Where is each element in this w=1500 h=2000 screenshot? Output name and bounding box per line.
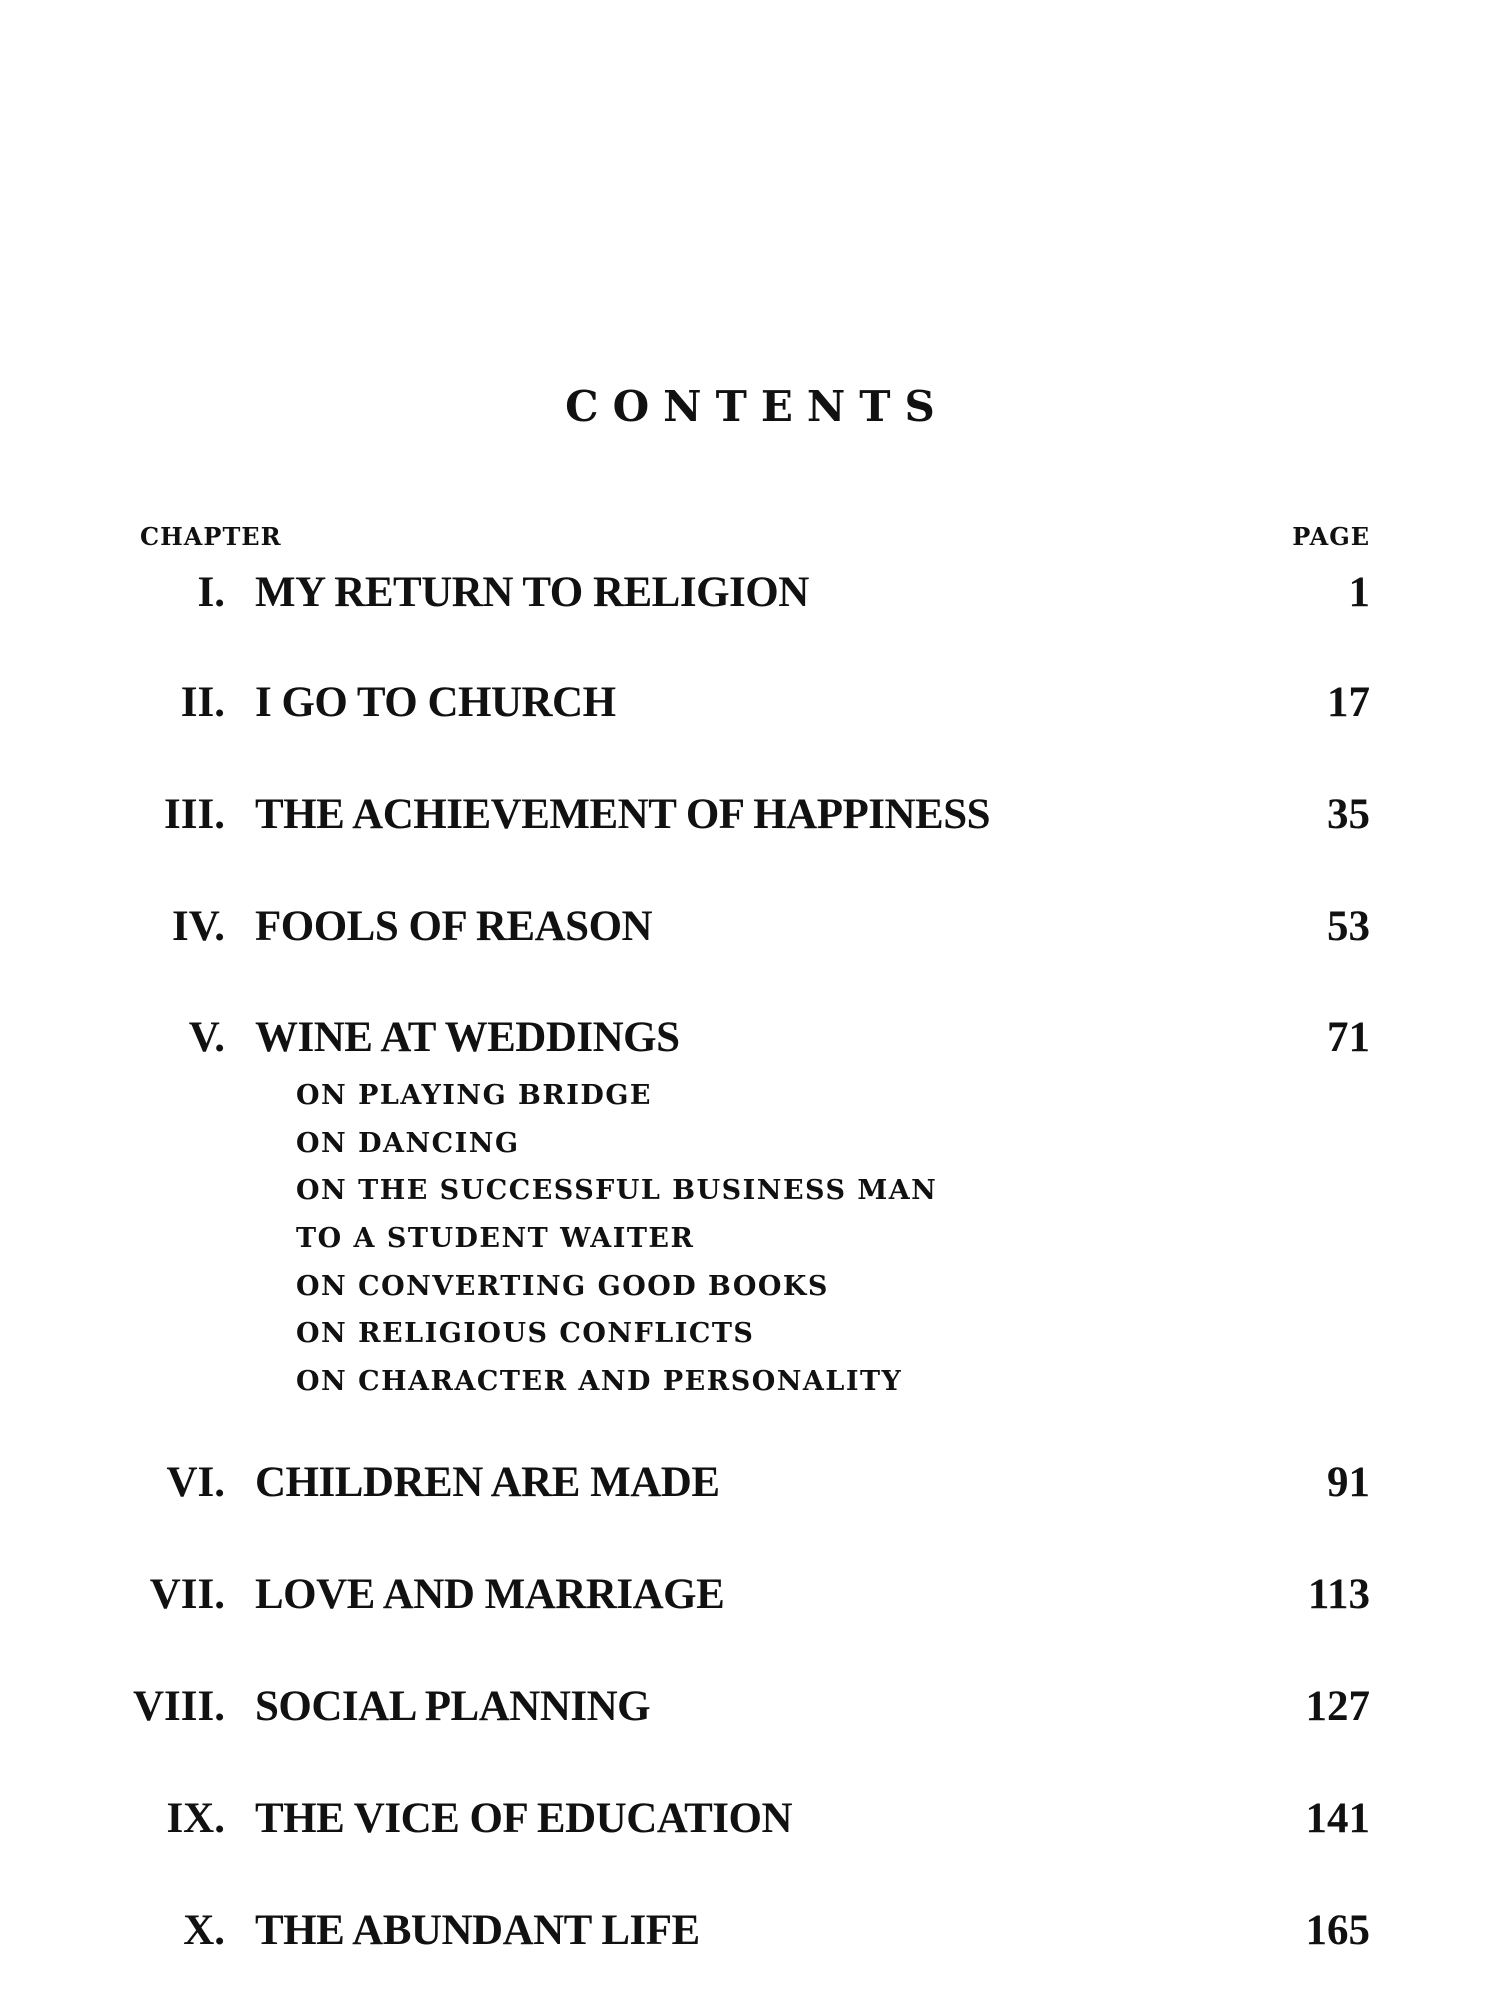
chapter-numeral: X. [183,1907,225,1954]
toc-entry-8[interactable] [0,1682,1500,1742]
subsection-item[interactable]: ON THE SUCCESSFUL BUSINESS MAN [296,1175,938,1207]
chapter-page-number: 127 [1305,1683,1370,1730]
toc-entry-1[interactable] [0,568,1500,628]
page-column-header: PAGE [1292,522,1370,551]
chapter-numeral: V. [188,1014,225,1061]
chapter-page-number: 91 [1327,1459,1370,1506]
chapter-page-number: 53 [1327,903,1370,950]
chapter-column-header: CHAPTER [140,522,282,551]
page-title: CONTENTS [565,382,949,431]
toc-entry-6[interactable] [0,1458,1500,1518]
chapter-title: FOOLS OF REASON [255,903,653,950]
toc-entry-3[interactable] [0,790,1500,850]
chapter-numeral: I. [197,569,225,616]
chapter-5-subsections [296,1072,937,1406]
toc-entry-10[interactable] [0,1906,1500,1966]
chapter-numeral: VII. [149,1571,225,1618]
subsection-item[interactable]: TO A STUDENT WAITER [296,1223,695,1255]
chapter-numeral: VI. [166,1459,225,1506]
chapter-title: THE ACHIEVEMENT OF HAPPINESS [255,791,991,838]
chapter-title: THE ABUNDANT LIFE [255,1907,700,1954]
toc-entry-7[interactable] [0,1570,1500,1630]
chapter-title: LOVE AND MARRIAGE [255,1571,725,1618]
chapter-page-number: 71 [1327,1014,1370,1061]
toc-entry-4[interactable] [0,902,1500,962]
chapter-page-number: 141 [1305,1795,1370,1842]
subsection-item[interactable]: ON PLAYING BRIDGE [296,1080,652,1111]
chapter-page-number: 113 [1307,1571,1370,1618]
subsection-item[interactable]: ON DANCING [296,1127,520,1159]
chapter-title: I GO TO CHURCH [255,679,616,726]
toc-entry-9[interactable] [0,1794,1500,1854]
subsection-item[interactable]: ON CHARACTER AND PERSONALITY [296,1366,903,1398]
chapter-numeral: IX. [166,1795,225,1842]
chapter-title: SOCIAL PLANNING [255,1683,651,1730]
subsection-item[interactable]: ON RELIGIOUS CONFLICTS [296,1318,755,1350]
subsection-item[interactable]: ON CONVERTING GOOD BOOKS [296,1270,829,1302]
chapter-numeral: II. [180,679,225,726]
toc-entry-2[interactable] [0,678,1500,738]
chapter-title: CHILDREN ARE MADE [255,1459,720,1506]
chapter-numeral: III. [164,791,225,838]
chapter-page-number: 35 [1327,791,1370,838]
chapter-page-number: 17 [1327,679,1370,726]
chapter-title: MY RETURN TO RELIGION [255,569,809,616]
chapter-page-number: 165 [1305,1907,1370,1954]
chapter-title: WINE AT WEDDINGS [255,1014,680,1061]
chapter-numeral: IV. [172,903,225,950]
chapter-title: THE VICE OF EDUCATION [255,1795,793,1842]
toc-entry-5[interactable] [0,1013,1500,1073]
chapter-page-number: 1 [1348,569,1370,616]
chapter-numeral: VIII. [132,1683,225,1730]
